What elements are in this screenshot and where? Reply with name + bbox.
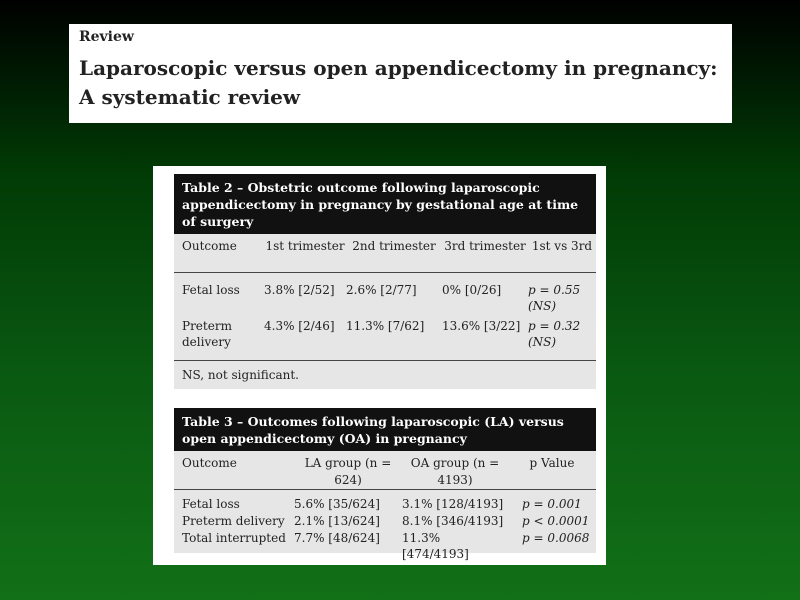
cell-p-value: p = 0.32 (NS) — [528, 319, 581, 349]
table-3-body — [174, 451, 596, 561]
row-label: Fetal loss — [182, 283, 240, 297]
cell-value: 4.3% [2/46] — [264, 319, 335, 333]
table-3-header-row — [174, 451, 596, 489]
article-header — [69, 24, 732, 123]
table-row — [174, 318, 596, 354]
table-3 — [174, 408, 596, 561]
cell-p-value: p = 0.55 (NS) — [528, 283, 581, 313]
table-3-title: Table 3 – Outcomes following laparoscopic (LA) versus open appendicectomy (OA) in pregnancy — [174, 408, 596, 451]
table-row — [174, 513, 596, 530]
column-header-p-value: p Value — [529, 456, 575, 470]
table-2 — [174, 174, 596, 389]
cell-value: 13.6% [3/22] — [442, 319, 521, 333]
article-title: Laparoscopic versus open appendicectomy in pregnancy: A systematic review — [79, 56, 718, 109]
cell-p-value: p = 0.001 — [522, 497, 582, 511]
table-row — [174, 496, 596, 513]
cell-value: 0% [0/26] — [442, 283, 502, 297]
column-header-3rd-trimester: 3rd trimester — [444, 239, 526, 253]
table-2-header-row — [174, 234, 596, 272]
column-header-outcome: Outcome — [182, 456, 237, 470]
cell-value: 3.1% [128/4193] — [402, 497, 504, 511]
cell-value: 8.1% [346/4193] — [402, 514, 504, 528]
table-2-footnote: NS, not significant. — [174, 360, 596, 389]
column-header-1st-vs-3rd: 1st vs 3rd — [531, 239, 593, 253]
table-row — [174, 282, 596, 318]
row-label: Total interrupted — [182, 531, 286, 545]
cell-p-value: p < 0.0001 — [522, 514, 590, 528]
table-2-title: Table 2 – Obstetric outcome following laparoscopic appendicectomy in pregnancy by gestational age at time of surgery — [174, 174, 596, 234]
table-row — [174, 530, 596, 561]
cell-value: 11.3% [474/4193] — [402, 531, 469, 561]
column-header-2nd-trimester: 2nd trimester — [352, 239, 436, 253]
section-label: Review — [79, 29, 134, 45]
table-2-body — [174, 234, 596, 389]
cell-value: 5.6% [35/624] — [294, 497, 380, 511]
row-label: Fetal loss — [182, 497, 240, 511]
row-label: Preterm delivery — [182, 319, 232, 349]
cell-p-value: p = 0.0068 — [522, 531, 590, 545]
column-header-1st-trimester: 1st trimester — [265, 239, 345, 253]
cell-value: 3.8% [2/52] — [264, 283, 335, 297]
tables-panel — [153, 166, 606, 565]
column-header-oa-group: OA group (n = 4193) — [410, 456, 500, 487]
cell-value: 2.6% [2/77] — [346, 283, 417, 297]
cell-value: 7.7% [48/624] — [294, 531, 380, 545]
column-header-outcome: Outcome — [182, 239, 237, 253]
cell-value: 11.3% [7/62] — [346, 319, 425, 333]
row-label: Preterm delivery — [182, 514, 285, 528]
cell-value: 2.1% [13/624] — [294, 514, 380, 528]
column-header-la-group: LA group (n = 624) — [304, 456, 392, 487]
